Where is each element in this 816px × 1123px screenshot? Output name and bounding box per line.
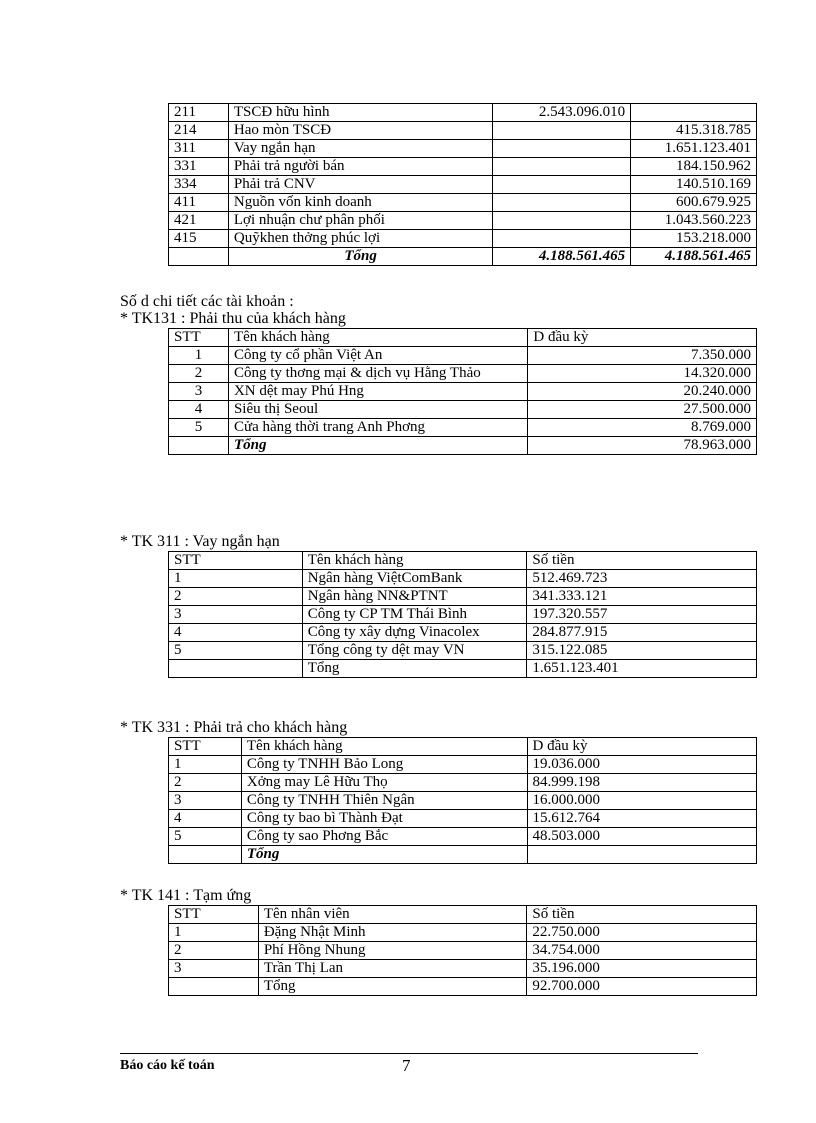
- tk141-stt: 1: [169, 924, 259, 942]
- tk331-stt: 4: [169, 810, 242, 828]
- tk141-name: Trần Thị Lan: [258, 960, 527, 978]
- tk331-value: 19.036.000: [527, 756, 757, 774]
- account-name: TSCĐ hữu hình: [228, 104, 492, 122]
- tk131-stt: 4: [169, 401, 229, 419]
- tk331-header-value: D đầu kỳ: [527, 738, 757, 756]
- tk141-value: 22.750.000: [527, 924, 757, 942]
- tk131-row: [169, 383, 757, 401]
- tk311-header-name: Tên khách hàng: [302, 552, 527, 570]
- debit-value: 2.543.096.010: [493, 104, 631, 122]
- tk311-row: [169, 606, 757, 624]
- tk331-value: 84.999.198: [527, 774, 757, 792]
- tk141-header-name: Tên nhân viên: [258, 906, 527, 924]
- tk331-name: Công ty TNHH Bảo Long: [241, 756, 527, 774]
- account-code: 415: [169, 230, 229, 248]
- tk141-value: 35.196.000: [527, 960, 757, 978]
- balance-row: [169, 104, 757, 122]
- account-name: Phải trả người bán: [228, 158, 492, 176]
- credit-value: 600.679.925: [631, 194, 757, 212]
- tk331-total-row: [169, 846, 757, 864]
- tk141-header-stt: STT: [169, 906, 259, 924]
- page-number: 7: [402, 1056, 411, 1075]
- tk131-header-row: [169, 329, 757, 347]
- tk131-row: [169, 419, 757, 437]
- tk141-heading: * TK 141 : Tạm ứng: [120, 887, 252, 904]
- balance-table: [168, 103, 757, 266]
- balance-row: [169, 176, 757, 194]
- tk131-name: Công ty cổ phần Việt An: [228, 347, 527, 365]
- tk311-stt: 5: [169, 642, 303, 660]
- tk331-header-stt: STT: [169, 738, 242, 756]
- tk311-header-value: Số tiền: [527, 552, 757, 570]
- tk331-stt: 3: [169, 792, 242, 810]
- footer-divider: [120, 1053, 698, 1054]
- tk311-header-row: [169, 552, 757, 570]
- tk141-stt: 3: [169, 960, 259, 978]
- tk331-value: 15.612.764: [527, 810, 757, 828]
- tk141-header-row: [169, 906, 757, 924]
- debit-value: [493, 122, 631, 140]
- credit-value: 1.651.123.401: [631, 140, 757, 158]
- tk331-name: Công ty sao Phơng Bắc: [241, 828, 527, 846]
- tk311-value: 512.469.723: [527, 570, 757, 588]
- account-name: Hao mòn TSCĐ: [228, 122, 492, 140]
- tk331-row: [169, 810, 757, 828]
- balance-total-debit: 4.188.561.465: [493, 248, 631, 266]
- tk131-header-stt: STT: [169, 329, 229, 347]
- tk311-value: 341.333.121: [527, 588, 757, 606]
- tk141-row: [169, 942, 757, 960]
- balance-total-label: Tổng: [228, 248, 492, 266]
- tk331-name: Công ty bao bì Thành Đạt: [241, 810, 527, 828]
- tk311-name: Ngân hàng ViệtComBank: [302, 570, 527, 588]
- tk311-value: 315.122.085: [527, 642, 757, 660]
- balance-row: [169, 230, 757, 248]
- tk131-total-value: 78.963.000: [528, 437, 757, 455]
- debit-value: [493, 230, 631, 248]
- tk331-total-label: Tổng: [241, 846, 527, 864]
- tk131-name: XN dệt may Phú Hng: [228, 383, 527, 401]
- tk331-stt: 2: [169, 774, 242, 792]
- tk311-table: [168, 551, 757, 678]
- tk311-name: Công ty xây dựng Vinacolex: [302, 624, 527, 642]
- tk311-row: [169, 570, 757, 588]
- account-code: 334: [169, 176, 229, 194]
- account-code: 311: [169, 140, 229, 158]
- balance-row: [169, 212, 757, 230]
- tk311-stt: 4: [169, 624, 303, 642]
- tk331-row: [169, 756, 757, 774]
- tk131-value: 20.240.000: [528, 383, 757, 401]
- detail-heading: Số d chi tiết các tài khoản :: [120, 293, 294, 310]
- account-name: Nguồn vốn kinh doanh: [228, 194, 492, 212]
- debit-value: [493, 194, 631, 212]
- tk331-name: Xởng may Lê Hữu Thọ: [241, 774, 527, 792]
- footer-title: Báo cáo kế toán: [120, 1058, 215, 1073]
- account-code: 411: [169, 194, 229, 212]
- credit-value: 153.218.000: [631, 230, 757, 248]
- tk141-stt: 2: [169, 942, 259, 960]
- balance-row: [169, 140, 757, 158]
- tk311-row: [169, 642, 757, 660]
- tk311-stt: 3: [169, 606, 303, 624]
- tk131-table: [168, 328, 757, 455]
- account-code: 331: [169, 158, 229, 176]
- tk131-value: 14.320.000: [528, 365, 757, 383]
- balance-total-row: [169, 248, 757, 266]
- tk311-heading: * TK 311 : Vay ngắn hạn: [120, 533, 280, 550]
- account-name: Phải trả CNV: [228, 176, 492, 194]
- tk131-name: Cửa hàng thời trang Anh Phơng: [228, 419, 527, 437]
- tk141-table: [168, 905, 757, 996]
- tk311-value: 284.877.915: [527, 624, 757, 642]
- tk331-header-name: Tên khách hàng: [241, 738, 527, 756]
- credit-value: 140.510.169: [631, 176, 757, 194]
- tk331-row: [169, 828, 757, 846]
- tk331-row: [169, 792, 757, 810]
- debit-value: [493, 212, 631, 230]
- tk331-name: Công ty TNHH Thiên Ngân: [241, 792, 527, 810]
- tk131-value: 7.350.000: [528, 347, 757, 365]
- tk311-name: Ngân hàng NN&PTNT: [302, 588, 527, 606]
- tk131-row: [169, 401, 757, 419]
- tk131-stt: 2: [169, 365, 229, 383]
- tk141-total-label: Tổng: [258, 978, 527, 996]
- tk311-name: Công ty CP TM Thái Bình: [302, 606, 527, 624]
- tk331-table: [168, 737, 757, 864]
- tk131-value: 8.769.000: [528, 419, 757, 437]
- tk131-value: 27.500.000: [528, 401, 757, 419]
- tk141-row: [169, 924, 757, 942]
- tk311-total-label: Tổng: [302, 660, 527, 678]
- balance-row: [169, 158, 757, 176]
- tk331-header-row: [169, 738, 757, 756]
- tk331-heading: * TK 331 : Phải trả cho khách hàng: [120, 719, 348, 736]
- credit-value: 184.150.962: [631, 158, 757, 176]
- account-code: 211: [169, 104, 229, 122]
- debit-value: [493, 158, 631, 176]
- tk311-name: Tổng công ty dệt may VN: [302, 642, 527, 660]
- tk131-name: Công ty thơng mại & dịch vụ Hằng Thảo: [228, 365, 527, 383]
- tk331-value: 48.503.000: [527, 828, 757, 846]
- tk141-name: Đặng Nhật Minh: [258, 924, 527, 942]
- tk311-value: 197.320.557: [527, 606, 757, 624]
- tk131-row: [169, 347, 757, 365]
- tk311-row: [169, 624, 757, 642]
- balance-row: [169, 122, 757, 140]
- tk311-total-row: [169, 660, 757, 678]
- tk131-stt: 5: [169, 419, 229, 437]
- tk311-stt: 2: [169, 588, 303, 606]
- tk131-header-value: D đầu kỳ: [528, 329, 757, 347]
- balance-total-credit: 4.188.561.465: [631, 248, 757, 266]
- tk331-row: [169, 774, 757, 792]
- account-name: Lợi nhuận chư phân phối: [228, 212, 492, 230]
- tk141-value: 34.754.000: [527, 942, 757, 960]
- tk141-name: Phí Hồng Nhung: [258, 942, 527, 960]
- tk131-heading: * TK131 : Phải thu của khách hàng: [120, 310, 346, 327]
- account-code: 214: [169, 122, 229, 140]
- tk331-stt: 1: [169, 756, 242, 774]
- account-code: 421: [169, 212, 229, 230]
- credit-value: [631, 104, 757, 122]
- tk131-header-name: Tên khách hàng: [228, 329, 527, 347]
- debit-value: [493, 176, 631, 194]
- tk311-header-stt: STT: [169, 552, 303, 570]
- tk131-stt: 1: [169, 347, 229, 365]
- tk131-row: [169, 365, 757, 383]
- credit-value: 1.043.560.223: [631, 212, 757, 230]
- tk131-total-label: Tổng: [228, 437, 527, 455]
- account-name: Vay ngắn hạn: [228, 140, 492, 158]
- tk141-total-value: 92.700.000: [527, 978, 757, 996]
- tk131-name: Siêu thị Seoul: [228, 401, 527, 419]
- tk331-stt: 5: [169, 828, 242, 846]
- debit-value: [493, 140, 631, 158]
- tk141-total-row: [169, 978, 757, 996]
- tk141-header-value: Số tiền: [527, 906, 757, 924]
- account-name: Quỹkhen thởng phúc lợi: [228, 230, 492, 248]
- tk331-value: 16.000.000: [527, 792, 757, 810]
- tk141-row: [169, 960, 757, 978]
- tk311-stt: 1: [169, 570, 303, 588]
- tk311-row: [169, 588, 757, 606]
- tk131-stt: 3: [169, 383, 229, 401]
- tk131-total-row: [169, 437, 757, 455]
- balance-row: [169, 194, 757, 212]
- credit-value: 415.318.785: [631, 122, 757, 140]
- tk311-total-value: 1.651.123.401: [527, 660, 757, 678]
